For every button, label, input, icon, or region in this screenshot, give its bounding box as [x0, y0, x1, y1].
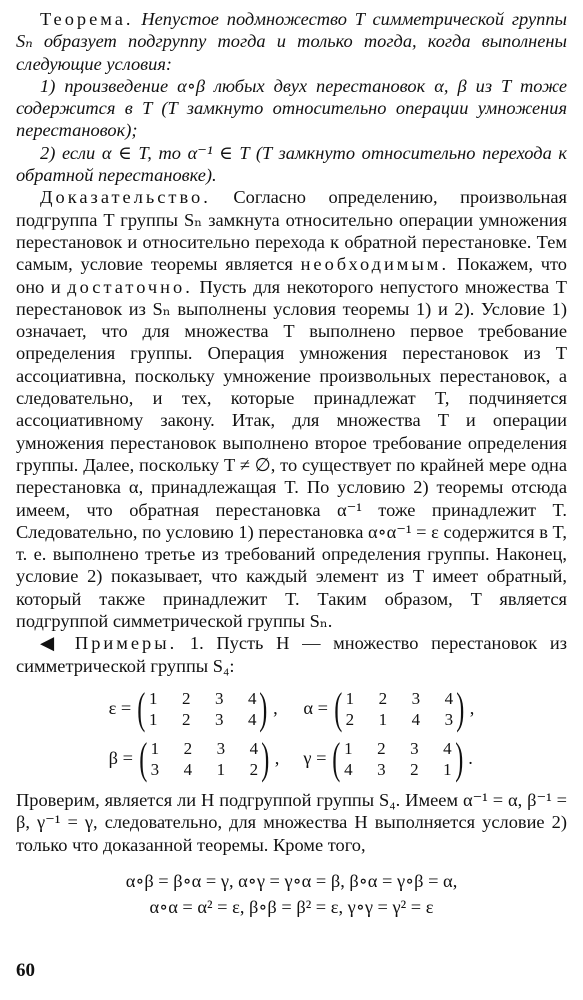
perm-bottom-row: 1 2 3 4 [148, 709, 257, 729]
permutation-beta: β = ( 1 2 3 4 3 4 1 2 ) , [108, 733, 280, 783]
perm-top-row: 1 2 3 4 [345, 688, 454, 708]
equation-line-2: α∘α = α² = ε, β∘β = β² = ε, γ∘γ = γ² = ε [149, 896, 434, 917]
check-paragraph: Проверим, является ли H подгруппой группы S₄. Имеем α⁻¹ = α, β⁻¹ = β, γ⁻¹ = γ, следовательно, для множества H выполняется условие 2) только что доказанной теоремы. Кроме того, [16, 789, 567, 855]
left-paren: ( [334, 683, 343, 733]
proof-text-2: Покажем, что оно и [16, 254, 567, 297]
permutation-epsilon: ε = ( 1 2 3 4 1 2 3 4 ) , [108, 683, 278, 733]
perm-bottom-row: 3 4 1 2 [150, 759, 259, 779]
perm-top-row: 1 2 3 4 [344, 738, 452, 758]
theorem-condition-1: 1) произведение α∘β любых двух перестановок α, β из T тоже содержится в T (T замкнуто относительно операции умножения перестановок); [16, 75, 567, 141]
theorem-intro: Непустое подмножество T симметрической группы Sₙ образует подгруппу тогда и только тогда, когда выполнены следующие условия: [16, 9, 567, 74]
permutation-gamma: γ = ( 1 2 3 4 4 3 2 1 ) . [303, 733, 473, 783]
permutation-alpha: α = ( 1 2 3 4 2 1 4 3 ) , [303, 683, 475, 733]
proof-text-1: Согласно определению, произвольная подгруппа T группы Sₙ замкнута относительно операции умножения перестановок и относительно перехода к обратной перестановке. Тем самым, условие теоремы является [16, 187, 567, 275]
right-paren: ) [261, 733, 270, 783]
left-paren: ( [137, 683, 146, 733]
proof-paragraph [16, 186, 567, 632]
permutation-lhs: α = [303, 698, 328, 719]
perm-bottom-row: 4 3 2 1 [344, 759, 452, 779]
right-paren: ) [259, 683, 268, 733]
perm-top-row: 1 2 3 4 [148, 688, 257, 708]
perm-top-row: 1 2 3 4 [150, 738, 259, 758]
right-paren: ) [454, 733, 463, 783]
permutation-lhs: γ = [303, 748, 327, 769]
proof-label: Доказательство. [40, 187, 211, 208]
theorem-condition-2: 2) если α ∈ T, то α⁻¹ ∈ T (T замкнуто относительно перехода к обратной перестановке). [16, 142, 567, 186]
permutation-lhs: β = [108, 748, 133, 769]
equations-display [16, 868, 567, 920]
left-paren: ( [332, 733, 341, 783]
proof-text-3: Пусть для некоторого непустого множества T перестановок из Sₙ выполнены условия теоремы 1) и 2). Условие 1) означает, что для множества T выполнено первое требование определения группы. Операция умножения перестановок из T ассоциативна, поскольку умножение произвольных перестановок, а следовательно, и тех, которые принадлежат T, подчиняется ассоциативному закону. Итак, для множества T и операции умножения перестановок выполнено второе требование определения группы. Далее, поскольку T ≠ ∅, то существует по крайней мере одна перестановка α, принадлежащая T. По условию 2) теоремы отсюда имеем, что обратная перестановка α⁻¹ тоже принадлежит T. Следовательно, по условию 1) перестановка α∘α⁻¹ = ε содержится в T, т. е. выполнено третье из требований определения группы. Наконец, условие 2) показывает, что каждый элемент из T имеет обратный, который также принадлежит T. Таким образом, T является подгруппой симметрической группы Sₙ. [16, 276, 567, 632]
permutation-lhs: ε = [108, 698, 132, 719]
equation-line-1: α∘β = β∘α = γ, α∘γ = γ∘α = β, β∘α = γ∘β = α, [125, 870, 458, 891]
theorem-statement [16, 8, 567, 75]
permutations-display [16, 683, 567, 783]
examples-marker-icon: ◀ [40, 633, 63, 654]
page-number: 60 [16, 960, 35, 981]
examples-label: Примеры. [74, 633, 178, 654]
right-paren: ) [456, 683, 465, 733]
emphasis-necessary: необходимым. [300, 254, 450, 275]
examples-text: 1. Пусть H — множество перестановок из симметрической группы S₄: [16, 633, 567, 676]
perm-bottom-row: 2 1 4 3 [345, 709, 454, 729]
theorem-label: Теорема. [40, 9, 134, 29]
emphasis-sufficient: достаточно. [67, 276, 193, 297]
examples-paragraph [16, 632, 567, 677]
left-paren: ( [139, 733, 148, 783]
